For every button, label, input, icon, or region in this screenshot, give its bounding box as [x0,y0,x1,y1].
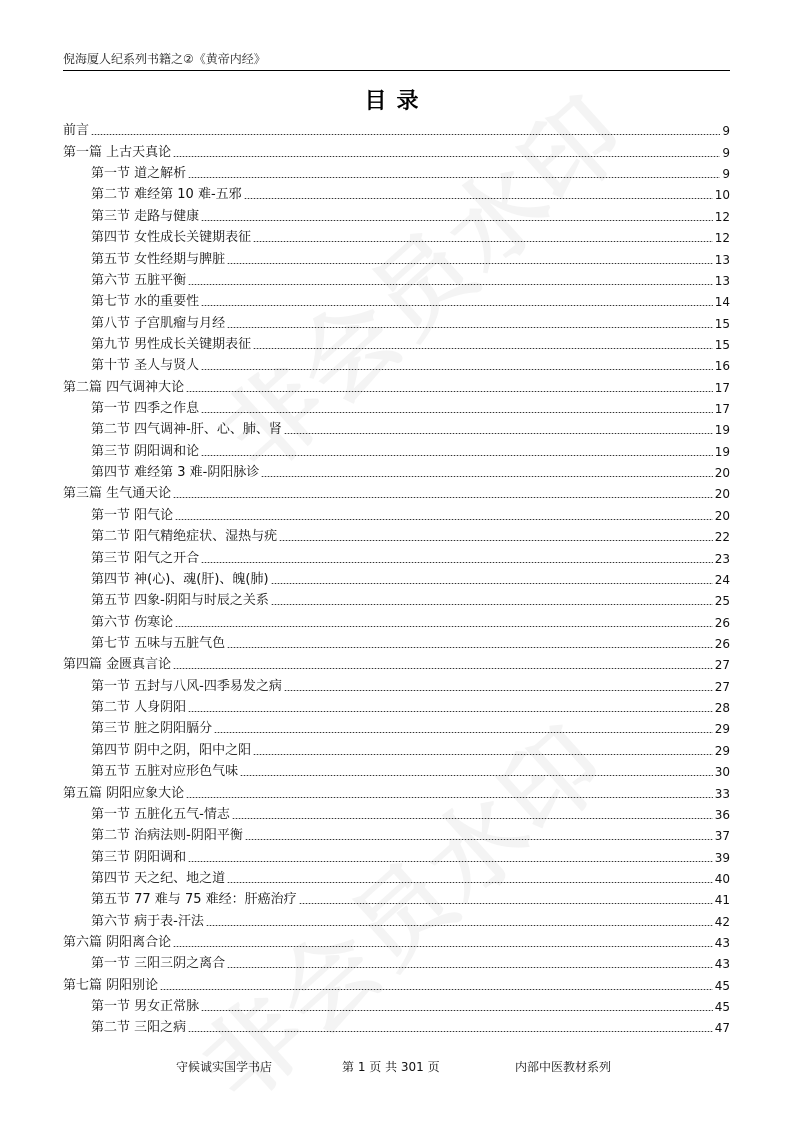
toc-section-entry[interactable] [63,631,730,652]
toc-entry-page: 19 [714,423,730,438]
toc-entry-label: 第二节 难经第 10 难-五邪 [91,187,242,203]
toc-entry-page: 40 [714,871,730,886]
toc-entry-page: 15 [714,337,730,352]
toc-entry-page: 15 [714,316,730,331]
page-footer [0,1058,793,1074]
dot-leader [227,647,713,648]
dot-leader [201,369,713,370]
toc-section-entry[interactable] [63,545,730,566]
footer-page-number: 第 1 页 共 301 页 [342,1060,440,1074]
toc-section-entry[interactable] [63,887,730,908]
toc-entry-page: 30 [714,765,730,780]
toc-section-entry[interactable] [63,716,730,737]
toc-entry-page: 43 [714,936,730,951]
toc-entry-label: 第二节 阳气精绝症状、湿热与疣 [91,529,278,545]
toc-section-entry[interactable] [63,417,730,438]
toc-entry-page: 23 [714,551,730,566]
toc-section-entry[interactable] [63,951,730,972]
toc-section-entry[interactable] [63,524,730,545]
toc-entry-label: 第七篇 阴阳别论 [63,977,159,993]
toc-section-entry[interactable] [63,567,730,588]
toc-section-entry[interactable] [63,866,730,887]
dot-leader [284,433,713,434]
dot-leader [284,690,713,691]
toc-entry-page: 43 [714,957,730,972]
toc-entry-page: 14 [714,295,730,310]
toc-section-entry[interactable] [63,802,730,823]
toc-entry-label: 前言 [63,123,90,139]
toc-entry-label: 第二节 人身阴阳 [91,700,187,716]
toc-entry-page: 9 [722,167,730,182]
page-title: 目录 [364,89,429,114]
dot-leader [188,1031,713,1032]
toc-entry-label: 第二节 治病法则-阴阳平衡 [91,828,243,844]
toc-entry-label: 第一篇 上古天真论 [63,144,172,160]
toc-entry-page: 47 [714,1021,730,1036]
dot-leader [91,134,720,135]
toc-chapter-entry[interactable] [63,481,730,502]
toc-entry-page: 19 [714,444,730,459]
dot-leader [173,497,713,498]
dot-leader [271,604,713,605]
toc-entry-page: 28 [714,701,730,716]
dot-leader [206,925,713,926]
toc-section-entry[interactable] [63,588,730,609]
toc-chapter-entry[interactable] [63,139,730,160]
toc-entry-page: 12 [714,231,730,246]
dot-leader [271,583,713,584]
toc-chapter-entry[interactable] [63,374,730,395]
dot-leader [201,455,713,456]
toc-entry-label: 第六节 病于表-汗法 [91,913,204,929]
toc-entry-page: 33 [714,786,730,801]
dot-leader [173,668,713,669]
toc-entry-label: 第五节 五脏对应形色气味 [91,764,239,780]
toc-entry-label: 第四篇 金匮真言论 [63,657,172,673]
toc-entry-label: 第四节 阴中之阴，阳中之阳 [91,742,252,758]
toc-entry-label: 第一节 三阳三阴之离合 [91,956,226,972]
toc-entry-page: 9 [722,145,730,160]
toc-entry-label: 第一节 五脏化五气-情志 [91,806,230,822]
toc-entry-label: 第四节 女性成长关键期表征 [91,230,252,246]
dot-leader [227,967,713,968]
toc-section-entry[interactable] [63,268,730,289]
toc-entry-label: 第一节 四季之作息 [91,401,200,417]
dot-leader [175,519,713,520]
dot-leader [188,711,713,712]
toc-entry-label: 第四节 难经第 3 难-阴阳脉诊 [91,465,260,481]
header-text: 倪海厦人纪系列书籍之②《黄帝内经》 [63,52,266,66]
toc-section-entry[interactable] [63,289,730,310]
toc-entry-page: 12 [714,209,730,224]
toc-section-entry[interactable] [63,673,730,694]
dot-leader [188,861,713,862]
toc-section-entry[interactable] [63,438,730,459]
dot-leader [201,220,713,221]
footer-left: 守候诚实国学书店 [176,1060,273,1074]
dot-leader [186,797,713,798]
dot-leader [188,177,720,178]
toc-entry-page: 36 [714,807,730,822]
toc-chapter-entry[interactable] [63,972,730,993]
toc-entry-label: 第六节 伤寒论 [91,614,174,630]
toc-chapter-entry[interactable] [63,930,730,951]
toc-entry-page: 25 [714,594,730,609]
toc-entry-label: 第七节 五味与五脏气色 [91,635,226,651]
toc-entry-label: 第一节 男女正常脉 [91,999,200,1015]
dot-leader [232,818,713,819]
dot-leader [253,754,713,755]
dot-leader [186,391,713,392]
dot-leader [253,348,713,349]
toc-entry-label: 第三节 走路与健康 [91,208,200,224]
toc-entry-label: 第八节 子宫肌瘤与月经 [91,315,226,331]
dot-leader [253,241,713,242]
toc-chapter-entry[interactable] [63,652,730,673]
toc-entry-label: 第四节 天之纪、地之道 [91,870,226,886]
toc-chapter-entry[interactable] [63,780,730,801]
toc-entry-label: 第七节 水的重要性 [91,294,200,310]
toc-entry-page: 37 [714,829,730,844]
toc-section-entry[interactable] [63,460,730,481]
table-of-contents [63,118,730,1036]
dot-leader [214,732,713,733]
toc-section-entry[interactable] [63,182,730,203]
toc-section-entry[interactable] [63,695,730,716]
toc-entry-label: 第一节 道之解析 [91,166,187,182]
toc-entry-label: 第三节 脏之阴阳膈分 [91,721,213,737]
toc-entry-label: 第三节 阴阳调和论 [91,443,200,459]
toc-entry-label: 第二节 三阳之病 [91,1020,187,1036]
toc-entry-page: 41 [714,893,730,908]
dot-leader [227,263,713,264]
toc-entry-page: 29 [714,743,730,758]
toc-entry-page: 20 [714,487,730,502]
toc-section-entry[interactable] [63,994,730,1015]
toc-entry-page: 16 [714,359,730,374]
toc-entry-label: 第一节 五封与八风-四季易发之病 [91,678,282,694]
toc-entry-label: 第四节 神(心)、魂(肝)、魄(肺) [91,571,269,587]
dot-leader [244,198,713,199]
toc-entry-page: 13 [714,252,730,267]
dot-leader [201,412,713,413]
toc-entry-page: 45 [714,1000,730,1015]
toc-entry-label: 第五篇 阴阳应象大论 [63,785,185,801]
toc-section-entry[interactable] [63,609,730,630]
dot-leader [160,989,713,990]
toc-entry-page: 26 [714,636,730,651]
toc-entry-label: 第五节 77 难与 75 难经：肝癌治疗 [91,892,297,908]
toc-section-entry[interactable] [63,203,730,224]
toc-entry-page: 45 [714,978,730,993]
toc-entry-page: 39 [714,850,730,865]
toc-section-entry[interactable] [63,759,730,780]
toc-entry-label: 第六节 五脏平衡 [91,272,187,288]
dot-leader [175,626,713,627]
toc-entry-page: 27 [714,679,730,694]
dot-leader [261,476,712,477]
toc-entry-page: 17 [714,380,730,395]
toc-section-entry[interactable] [63,332,730,353]
toc-section-entry[interactable] [63,310,730,331]
page-header [63,48,730,71]
toc-entry-page: 10 [714,188,730,203]
dot-leader [279,540,713,541]
toc-entry-label: 第二节 四气调神-肝、心、肺、肾 [91,422,282,438]
toc-section-entry[interactable] [63,161,730,182]
dot-leader [201,305,713,306]
toc-section-entry[interactable] [63,844,730,865]
toc-section-entry[interactable] [63,225,730,246]
toc-entry-page: 42 [714,914,730,929]
footer-right: 内部中医教材系列 [515,1060,612,1074]
toc-section-entry[interactable] [63,353,730,374]
toc-entry-page: 17 [714,402,730,417]
toc-section-entry[interactable] [63,737,730,758]
toc-section-entry[interactable] [63,908,730,929]
toc-entry-page: 22 [714,530,730,545]
toc-entry-label: 第三篇 生气通天论 [63,486,172,502]
dot-leader [201,562,713,563]
toc-entry-page: 24 [714,572,730,587]
dot-leader [173,946,713,947]
dot-leader [201,1010,713,1011]
toc-entry-page: 13 [714,273,730,288]
dot-leader [173,156,720,157]
toc-entry-page: 26 [714,615,730,630]
dot-leader [299,903,713,904]
toc-entry-page: 20 [714,466,730,481]
toc-section-entry[interactable] [63,823,730,844]
toc-entry-page: 20 [714,508,730,523]
toc-entry-label: 第三节 阴阳调和 [91,849,187,865]
dot-leader [227,882,713,883]
toc-entry-label: 第六篇 阴阳离合论 [63,935,172,951]
toc-entry-label: 第一节 阳气论 [91,507,174,523]
toc-entry-page: 27 [714,658,730,673]
dot-leader [245,839,713,840]
toc-entry-label: 第二篇 四气调神大论 [63,379,185,395]
toc-entry-label: 第五节 女性经期与脾脏 [91,251,226,267]
dot-leader [240,775,713,776]
dot-leader [227,327,713,328]
toc-entry-page: 29 [714,722,730,737]
toc-chapter-entry[interactable] [63,118,730,139]
toc-section-entry[interactable] [63,1015,730,1036]
toc-entry-page: 9 [722,124,730,139]
toc-section-entry[interactable] [63,502,730,523]
toc-entry-label: 第五节 四象-阴阳与时辰之关系 [91,593,269,609]
toc-entry-label: 第十节 圣人与贤人 [91,358,200,374]
toc-entry-label: 第三节 阳气之开合 [91,550,200,566]
toc-entry-label: 第九节 男性成长关键期表征 [91,336,252,352]
dot-leader [188,284,713,285]
toc-section-entry[interactable] [63,396,730,417]
toc-section-entry[interactable] [63,246,730,267]
